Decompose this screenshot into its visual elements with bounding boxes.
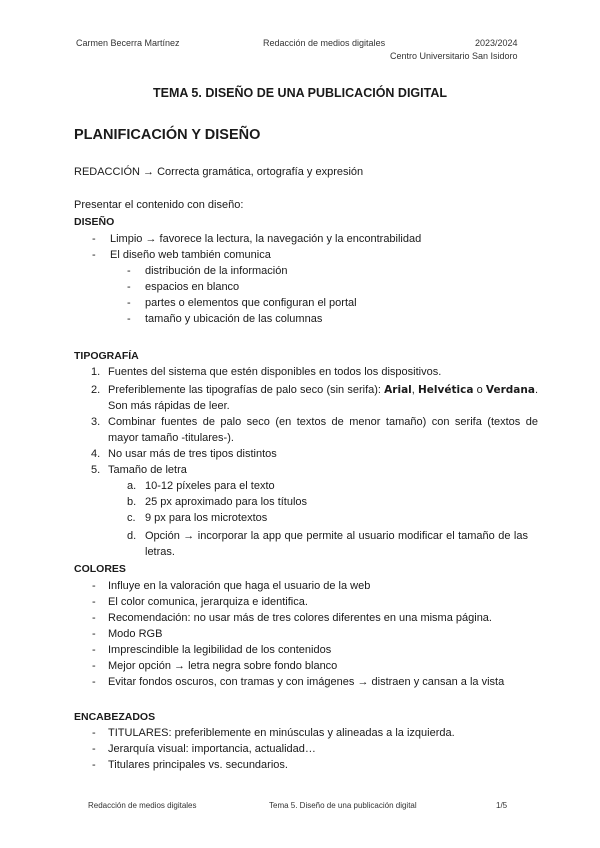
dash-bullet: - — [127, 297, 131, 309]
list-item-text: 10-12 píxeles para el texto — [145, 480, 275, 492]
dash-bullet: - — [92, 596, 96, 608]
text-segment: . Son más rápidas de leer. — [108, 384, 538, 412]
list-item-text: 9 px para los microtextos — [145, 512, 268, 524]
header-course: Redacción de medios digitales — [263, 38, 386, 48]
list-item-text: Recomendación: no usar más de tres colores diferentes en una misma página. — [108, 612, 492, 624]
list-item-text: Jerarquía visual: importancia, actualidad… — [108, 743, 316, 755]
dash-bullet: - — [92, 612, 96, 624]
dash-bullet: - — [92, 759, 96, 771]
list-item-text: Imprescindible la legibilidad de los contenidos — [108, 644, 332, 656]
dash-bullet: - — [92, 743, 96, 755]
font-name-verdana: Verdana — [485, 384, 535, 396]
list-item-text: TITULARES: preferiblemente en minúsculas y alineadas a la izquierda. — [108, 727, 455, 739]
list-item-text: El color comunica, jerarquiza e identifica. — [108, 596, 308, 608]
list-letter: c. — [127, 512, 136, 524]
dash-bullet: - — [92, 233, 96, 245]
list-item-text: Combinar fuentes de palo seco (en textos de menor tamaño) con serifa (textos de mayor tamaño -titulares-). — [108, 416, 538, 444]
dash-bullet: - — [92, 727, 96, 739]
redaccion-line: REDACCIÓN → Correcta gramática, ortografía y expresión — [74, 166, 364, 178]
colores-heading: COLORES — [74, 563, 126, 575]
list-item-text: Fuentes del sistema que estén disponibles en todos los dispositivos. — [108, 366, 442, 378]
dash-bullet: - — [127, 281, 131, 293]
dash-bullet: - — [127, 313, 131, 325]
list-item-text: partes o elementos que configuran el portal — [145, 297, 357, 309]
list-item-text: Limpio → favorece la lectura, la navegación y la encontrabilidad — [110, 233, 422, 245]
dash-bullet: - — [92, 249, 96, 261]
footer-topic: Tema 5. Diseño de una publicación digital — [269, 801, 417, 810]
text-segment: Preferiblemente las tipografías de palo seco (sin serifa): — [108, 384, 385, 396]
dash-bullet: - — [92, 580, 96, 592]
dash-bullet: - — [92, 628, 96, 640]
dash-bullet: - — [92, 660, 96, 672]
list-letter: d. — [127, 530, 137, 542]
list-item-text: Tamaño de letra — [108, 464, 187, 476]
list-item-text: No usar más de tres tipos distintos — [108, 448, 277, 460]
list-item-text — [108, 382, 538, 414]
list-item-text: 25 px aproximado para los títulos — [145, 496, 308, 508]
list-item-text: Influye en la valoración que haga el usuario de la web — [108, 580, 371, 592]
header-year: 2023/2024 — [475, 38, 518, 48]
font-name-arial: Arial — [384, 384, 412, 396]
list-letter: b. — [127, 496, 137, 508]
header-author: Carmen Becerra Martínez — [76, 38, 180, 48]
dash-bullet: - — [92, 676, 96, 688]
list-item-text: Titulares principales vs. secundarios. — [108, 759, 288, 771]
font-name-helvetica: Helvética — [418, 384, 474, 396]
list-item-text: Mejor opción → letra negra sobre fondo blanco — [108, 660, 338, 672]
list-letter: a. — [127, 480, 137, 492]
text-segment: , — [411, 384, 419, 396]
header-institution: Centro Universitario San Isidoro — [390, 51, 518, 61]
list-item-text: Modo RGB — [108, 628, 163, 640]
list-item-text: Opción → incorporar la app que permite al usuario modificar el tamaño de las letras. — [145, 530, 528, 558]
tipografia-heading: TIPOGRAFÍA — [74, 350, 139, 362]
list-item-text: distribución de la información — [145, 265, 288, 277]
list-number: 2. — [91, 384, 101, 396]
list-number: 3. — [91, 416, 101, 428]
list-item-text: El diseño web también comunica — [110, 249, 271, 261]
document-title: TEMA 5. DISEÑO DE UNA PUBLICACIÓN DIGITAL — [153, 86, 447, 100]
list-item-text: espacios en blanco — [145, 281, 240, 293]
list-number: 1. — [91, 366, 101, 378]
diseno-heading: DISEÑO — [74, 216, 115, 228]
list-number: 5. — [91, 464, 101, 476]
list-item-text: tamaño y ubicación de las columnas — [145, 313, 323, 325]
list-number: 4. — [91, 448, 101, 460]
dash-bullet: - — [92, 644, 96, 656]
text-segment: o — [473, 384, 486, 396]
footer-course: Redacción de medios digitales — [88, 801, 197, 810]
footer-page-number: 1/5 — [496, 801, 508, 810]
section-title: PLANIFICACIÓN Y DISEÑO — [74, 127, 261, 143]
intro-line: Presentar el contenido con diseño: — [74, 199, 244, 211]
list-item-text: Evitar fondos oscuros, con tramas y con imágenes → distraen y cansan a la vista — [108, 676, 505, 688]
encabezados-heading: ENCABEZADOS — [74, 711, 156, 723]
dash-bullet: - — [127, 265, 131, 277]
